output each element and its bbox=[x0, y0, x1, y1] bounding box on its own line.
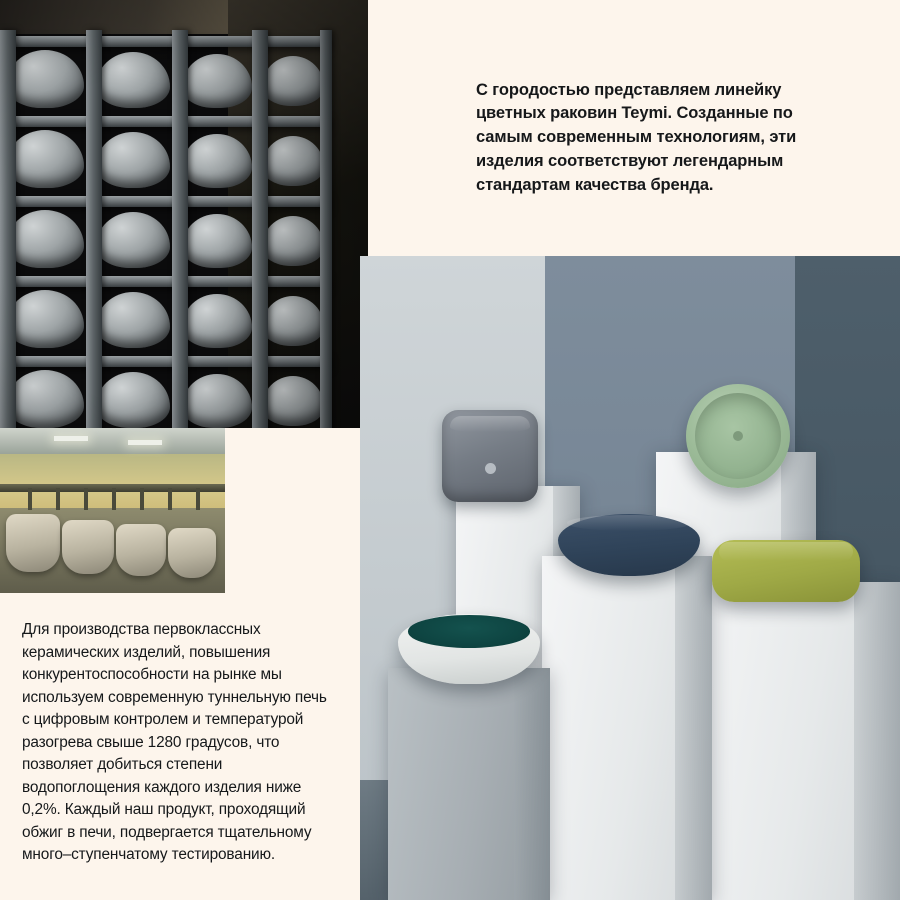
plinth-olive-sink bbox=[692, 582, 900, 900]
ceiling-lamp-icon bbox=[128, 440, 162, 445]
factory-production-line-photo bbox=[0, 428, 225, 593]
sink-basin-inner bbox=[567, 515, 692, 531]
plinth-teal-bowl-sink bbox=[388, 668, 550, 900]
plinth-side-face bbox=[675, 556, 712, 900]
sink-basin-inner bbox=[450, 416, 531, 433]
colored-sinks-product-photo bbox=[360, 256, 900, 900]
conveyor-hook bbox=[168, 488, 172, 510]
body-text: Для производства первоклассных керамических изделий, повышения конкурентоспособности на рынке мы используем современную туннельную печь с цифровым контролем и температурой разогрева свыше 1280 градусов, что позволяет добиться степени водопоглощения каждого изделия ниже 0,2%. Каждый наш продукт, проходящий обжиг в печи, подвергается тщательному много–ступенчатому тестированию. bbox=[22, 621, 327, 864]
sink-square-grey bbox=[442, 410, 538, 502]
conveyor-hook bbox=[140, 488, 144, 510]
conveyor-hook bbox=[28, 488, 32, 510]
conveyor-hook bbox=[112, 488, 116, 510]
conveyor-hook bbox=[84, 488, 88, 510]
ceiling-lamp-icon bbox=[54, 436, 88, 441]
line-product bbox=[62, 520, 114, 574]
line-product bbox=[6, 514, 60, 572]
drain-icon bbox=[485, 463, 496, 474]
line-product bbox=[116, 524, 166, 576]
plinth-side-face bbox=[854, 582, 900, 900]
conveyor-hook bbox=[196, 488, 200, 510]
plinth-side-face bbox=[514, 668, 550, 900]
cream-panel-middle bbox=[225, 428, 368, 600]
drain-icon bbox=[733, 431, 743, 441]
sink-round-green bbox=[686, 384, 790, 488]
plinth-blue-oval-sink bbox=[542, 556, 712, 900]
line-ceiling bbox=[0, 428, 225, 454]
line-product bbox=[168, 528, 216, 578]
sink-rect-olive bbox=[712, 540, 860, 602]
sink-basin-inner bbox=[408, 615, 530, 647]
conveyor-hook bbox=[56, 488, 60, 510]
headline-text: С городостью представляем линейку цветных раковин Teymi. Созданные по самым современным технологиям, эти изделия соответствуют легендарным стандартам качества бренда. bbox=[476, 80, 797, 194]
sink-basin-inner bbox=[719, 542, 852, 561]
